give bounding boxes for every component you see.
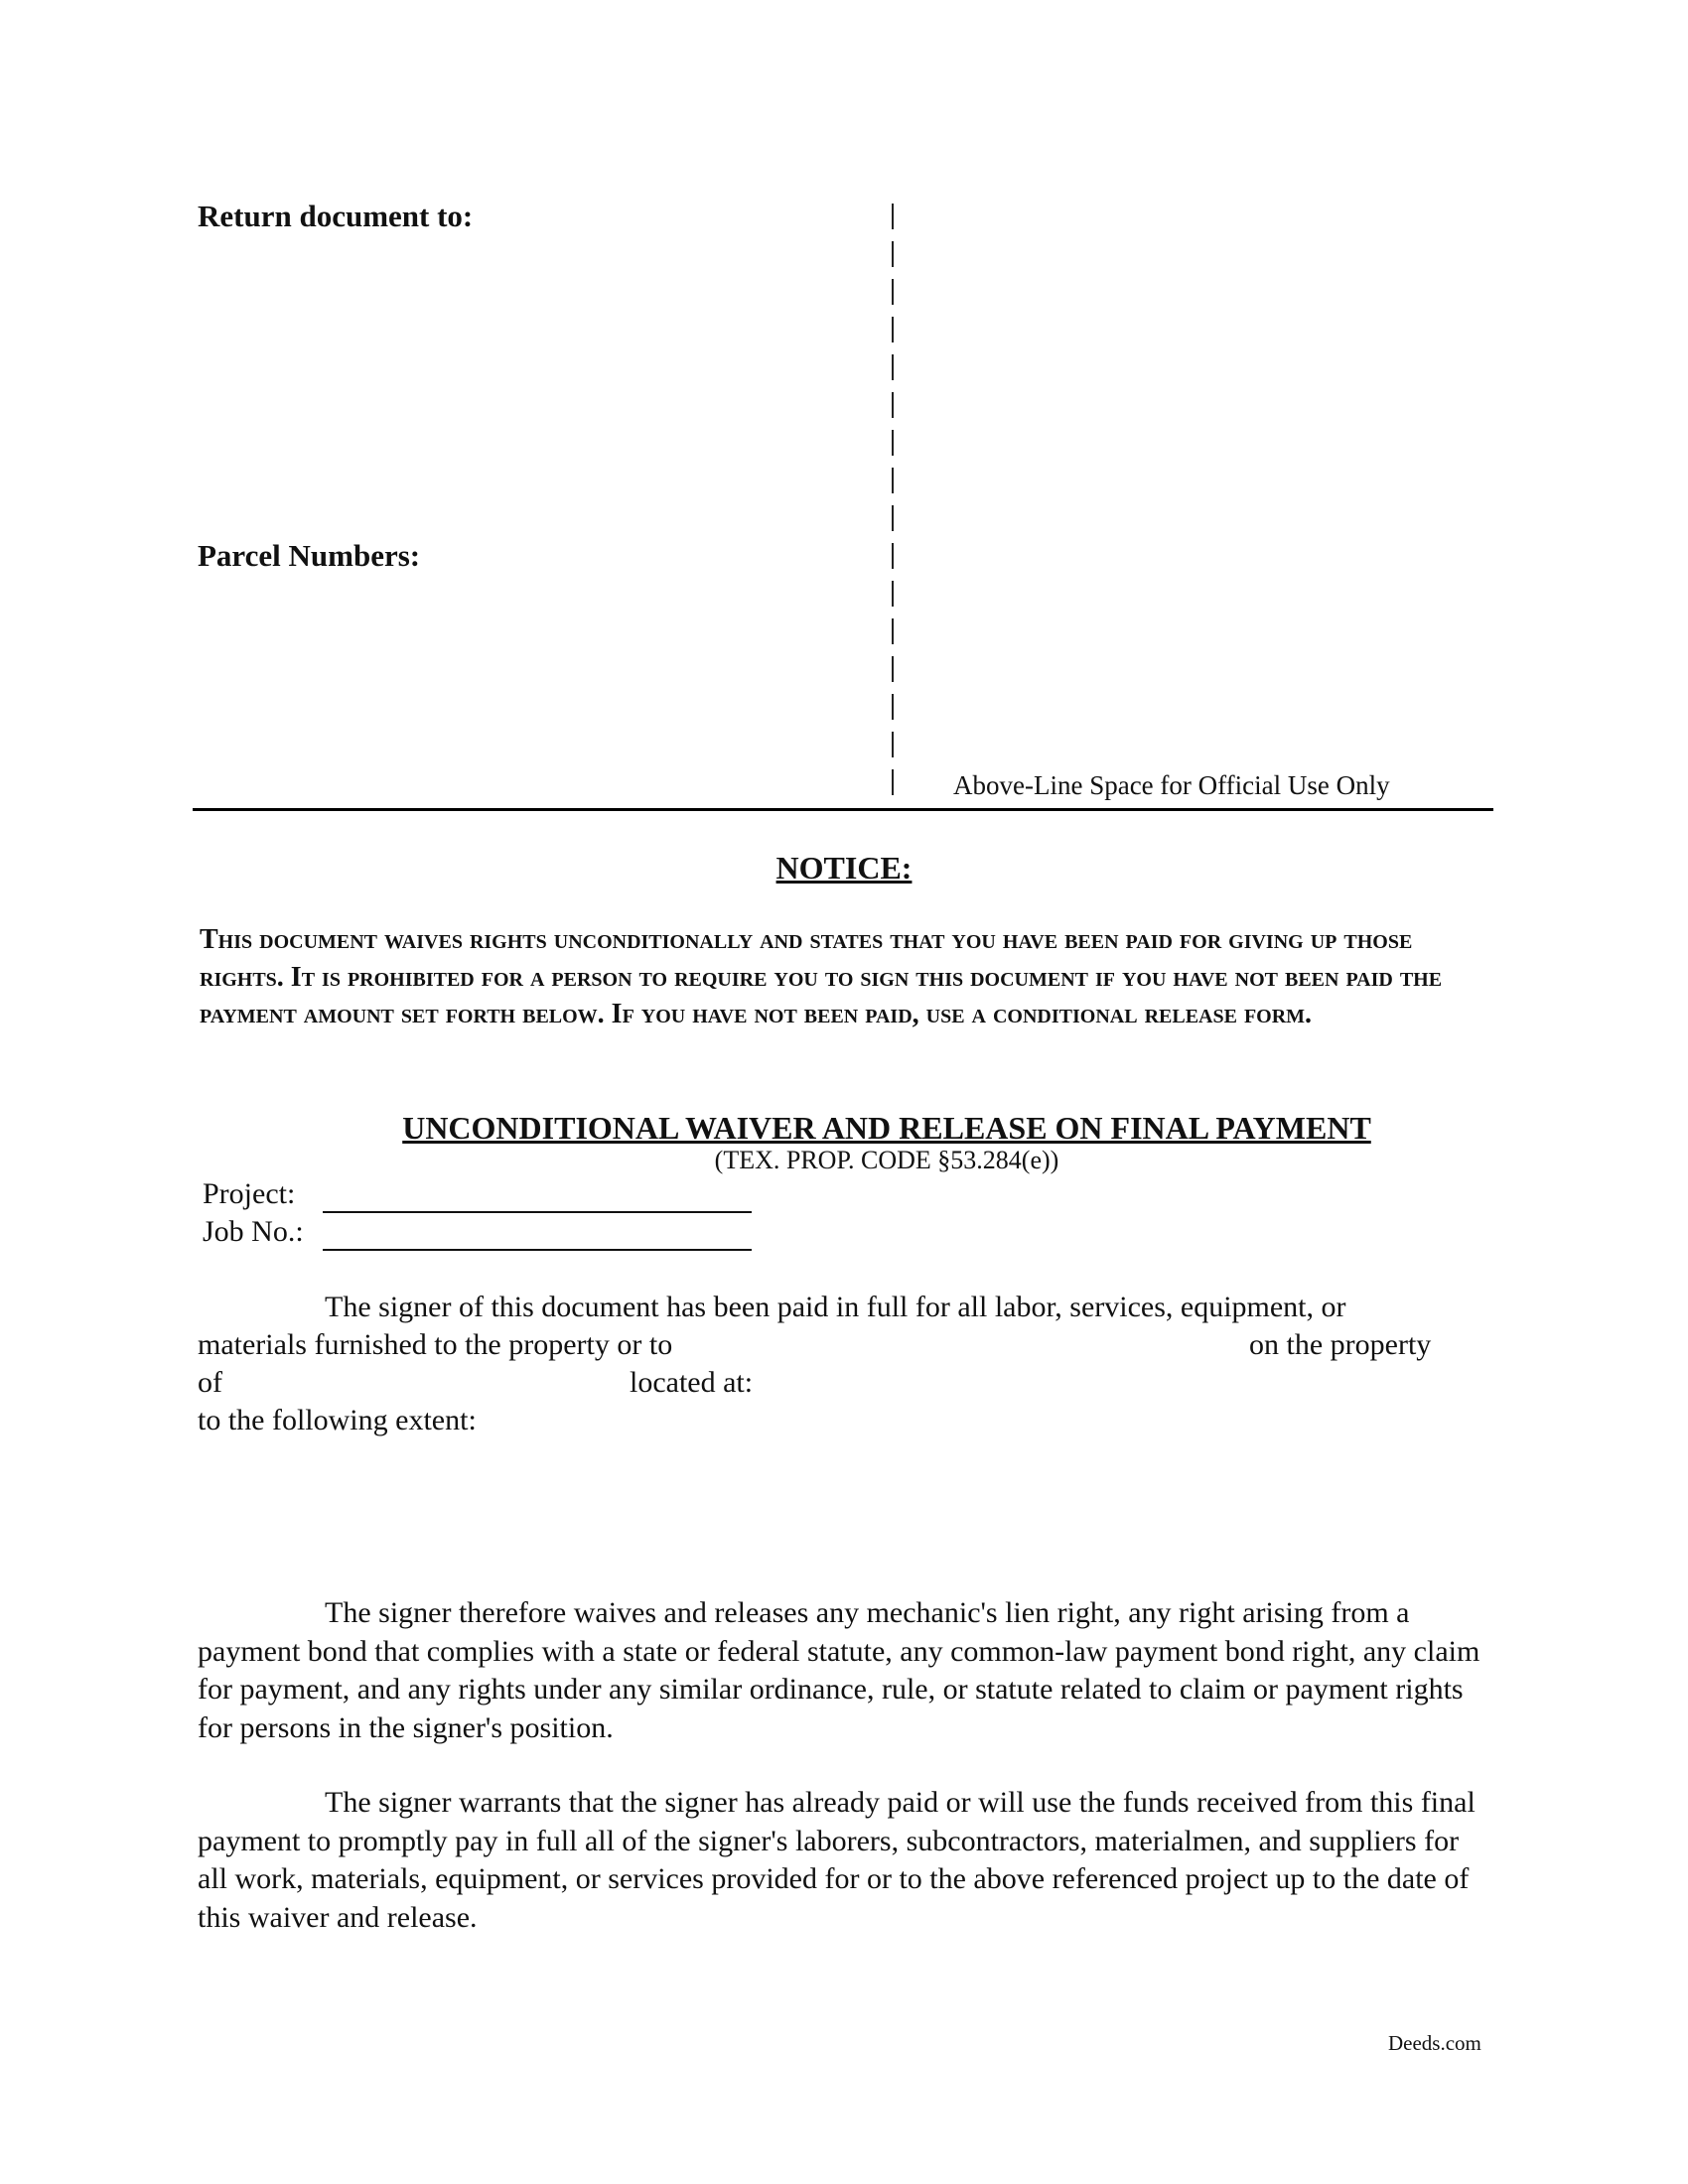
official-use-caption: Above-Line Space for Official Use Only bbox=[953, 770, 1390, 800]
p1-line2-start: materials furnished to the property or to bbox=[198, 1328, 673, 1361]
divider-segment bbox=[892, 581, 894, 607]
project-label: Project: bbox=[203, 1177, 296, 1210]
waiver-text: The signer therefore waives and releases any mechanic's lien right, any right arising from a payment bond that complies with a state or federal statute, any common-law payment bond right, any claim for payment, and any rights under any similar ordinance, rule, or statute related to claim or payment rights for persons in the signer's position. bbox=[198, 1596, 1480, 1744]
return-document-label: Return document to: bbox=[198, 199, 474, 233]
divider-segment bbox=[892, 204, 894, 229]
divider-segment bbox=[892, 543, 894, 569]
divider-segment bbox=[892, 769, 894, 795]
parcel-numbers-label: Parcel Numbers: bbox=[198, 538, 421, 573]
p1-line2-end: on the property bbox=[1249, 1328, 1432, 1361]
waiver-paragraph bbox=[198, 1594, 1488, 1747]
notice-title: NOTICE: bbox=[775, 850, 913, 886]
divider-segment bbox=[892, 279, 894, 305]
project-field[interactable] bbox=[323, 1211, 752, 1213]
notice-text: This document waives rights unconditionally and states that you have been paid for giving up those rights. It is prohibited for a person to require you to sign this document if you have not been paid the payment amount set forth below. If you have not been paid, use a conditional release form. bbox=[200, 924, 1443, 1029]
document-title: UNCONDITIONAL WAIVER AND RELEASE ON FINAL PAYMENT bbox=[402, 1110, 1371, 1146]
divider-segment bbox=[892, 392, 894, 418]
divider-segment bbox=[892, 430, 894, 456]
divider-segment bbox=[892, 354, 894, 380]
p1-line3-mid: located at: bbox=[630, 1366, 754, 1399]
warranty-text: The signer warrants that the signer has already paid or will use the funds received from this final payment to promptly pay in full all of the signer's laborers, subcontractors, materialmen, and suppliers for all work, materials, equipment, or services provided for or to the above referenced project up to the date of this waiver and release. bbox=[198, 1786, 1476, 1934]
divider-segment bbox=[892, 317, 894, 342]
job-number-label: Job No.: bbox=[203, 1215, 304, 1248]
divider-segment bbox=[892, 694, 894, 720]
divider-segment bbox=[892, 505, 894, 531]
divider-segment bbox=[892, 468, 894, 493]
warranty-paragraph bbox=[198, 1784, 1488, 1937]
divider-segment bbox=[892, 241, 894, 267]
footer-brand: Deeds.com bbox=[1388, 2031, 1481, 2055]
p1-line1: The signer of this document has been paid in full for all labor, services, equipment, or bbox=[325, 1291, 1346, 1323]
p1-line3-start: of bbox=[198, 1366, 222, 1399]
divider-segment bbox=[892, 656, 894, 682]
statute-citation: (TEX. PROP. CODE §53.284(e)) bbox=[714, 1146, 1059, 1174]
job-number-field[interactable] bbox=[323, 1249, 752, 1251]
p1-line4: to the following extent: bbox=[198, 1404, 477, 1436]
divider-segment bbox=[892, 618, 894, 644]
official-use-rule bbox=[193, 808, 1493, 811]
divider-segment bbox=[892, 732, 894, 757]
